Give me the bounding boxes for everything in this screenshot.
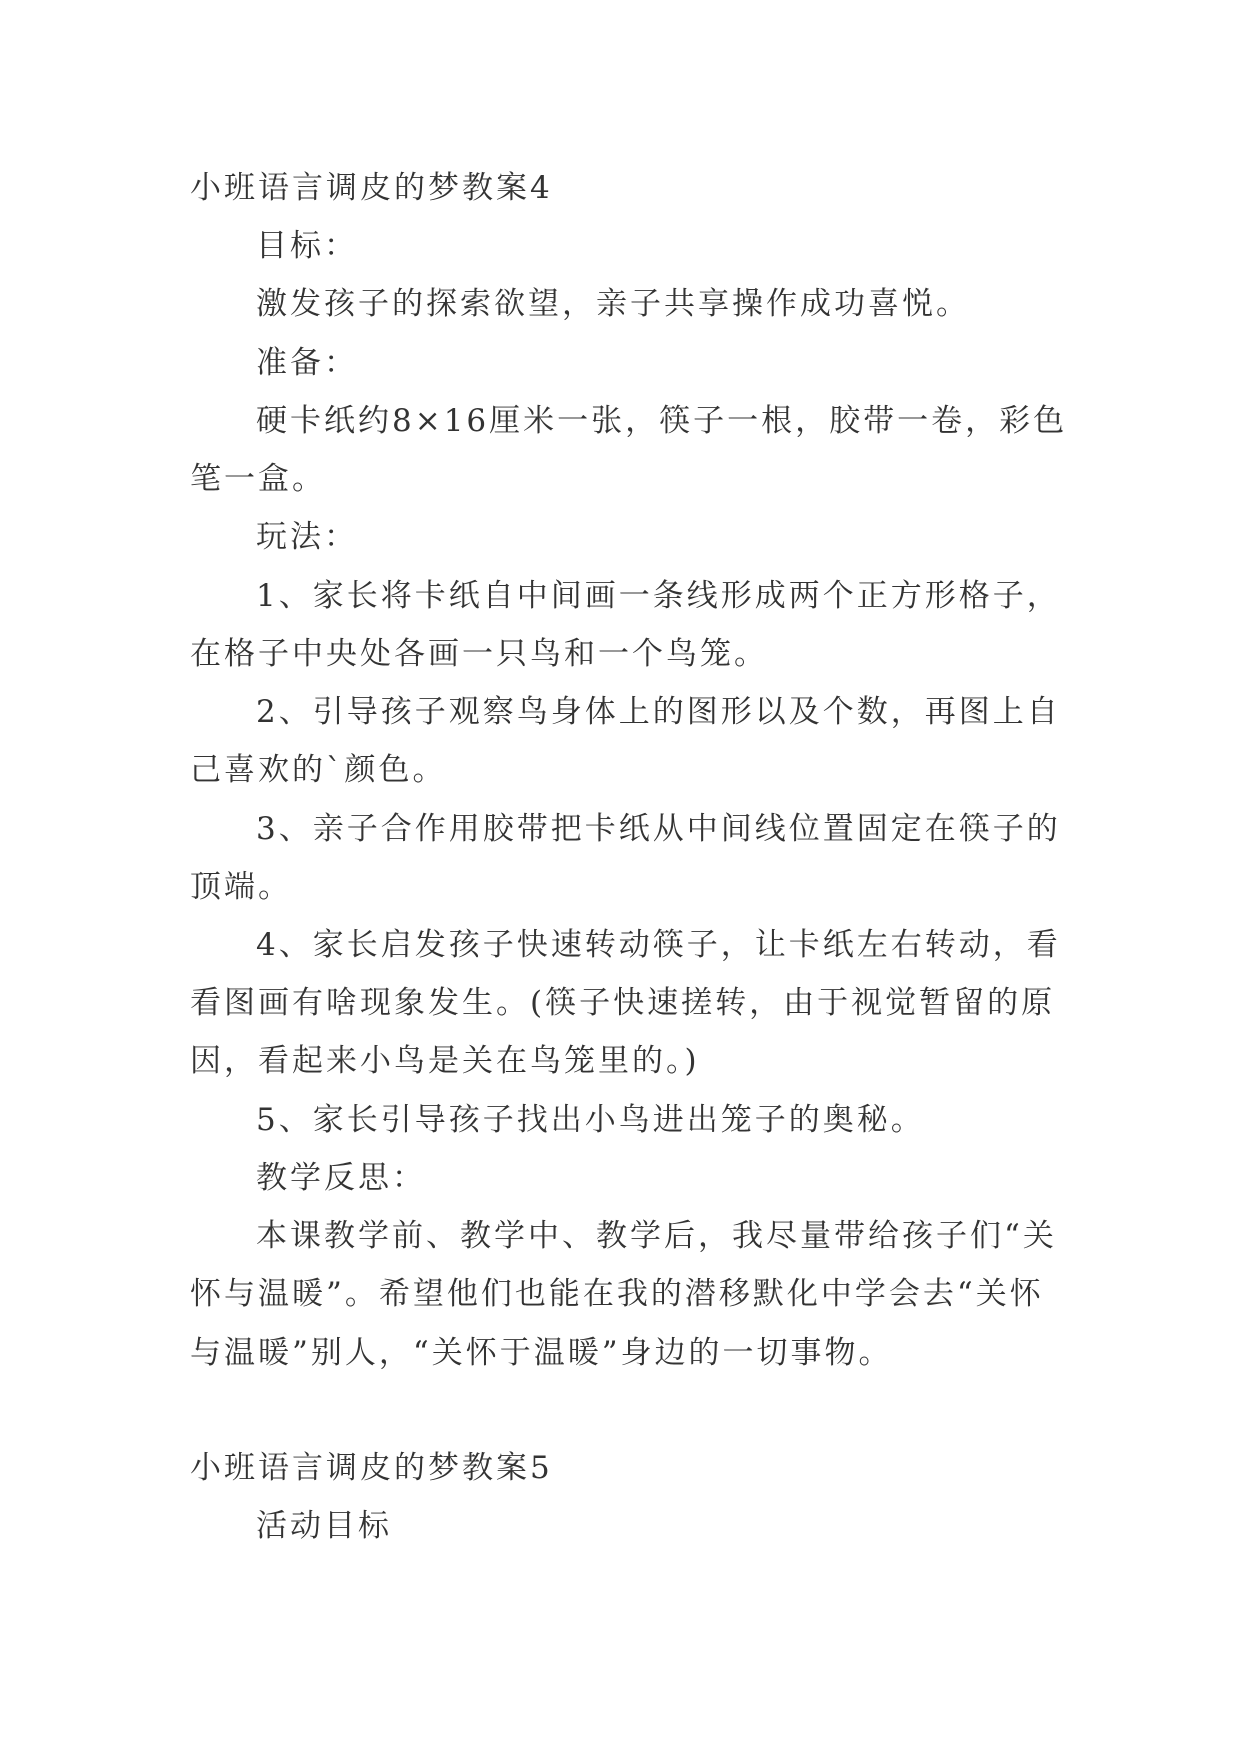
paragraph-line: 己喜欢的`颜色。 (190, 752, 447, 788)
paragraph-line: 4、家长启发孩子快速转动筷子，让卡纸左右转动，看 (256, 927, 1061, 963)
paragraph-line: 3、亲子合作用胶带把卡纸从中间线位置固定在筷子的 (256, 811, 1061, 847)
paragraph-line: 本课教学前、教学中、教学后，我尽量带给孩子们“关 (256, 1218, 1057, 1254)
paragraph-line: 在格子中央处各画一只鸟和一个鸟笼。 (190, 636, 768, 672)
paragraph-line: 硬卡纸约8×16厘米一张，筷子一根，胶带一卷，彩色 (256, 403, 1068, 439)
section-title: 小班语言调皮的梦教案5 (190, 1450, 553, 1486)
heading-prep: 准备： (256, 345, 358, 381)
paragraph-line: 笔一盒。 (190, 461, 326, 497)
heading-reflection: 教学反思： (256, 1160, 426, 1196)
paragraph-line: 怀与温暖”。希望他们也能在我的潜移默化中学会去“关怀 (190, 1276, 1044, 1312)
heading-goal: 目标： (256, 228, 358, 264)
heading-play: 玩法： (256, 519, 358, 555)
section-title: 小班语言调皮的梦教案4 (190, 170, 553, 206)
paragraph-line: 因，看起来小鸟是关在鸟笼里的。) (190, 1043, 700, 1079)
paragraph-line: 5、家长引导孩子找出小鸟进出笼子的奥秘。 (256, 1102, 925, 1138)
paragraph-line: 顶端。 (190, 869, 292, 905)
paragraph-line: 看图画有啥现象发生。(筷子快速搓转，由于视觉暂留的原 (190, 985, 1056, 1021)
paragraph-line: 2、引导孩子观察鸟身体上的图形以及个数，再图上自 (256, 694, 1061, 730)
paragraph-line: 1、家长将卡纸自中间画一条线形成两个正方形格子， (256, 578, 1061, 614)
paragraph-line: 与温暖”别人，“关怀于温暖”身边的一切事物。 (190, 1335, 893, 1371)
heading-activity-goal: 活动目标 (256, 1508, 392, 1544)
paragraph-line: 激发孩子的探索欲望，亲子共享操作成功喜悦。 (256, 286, 970, 322)
